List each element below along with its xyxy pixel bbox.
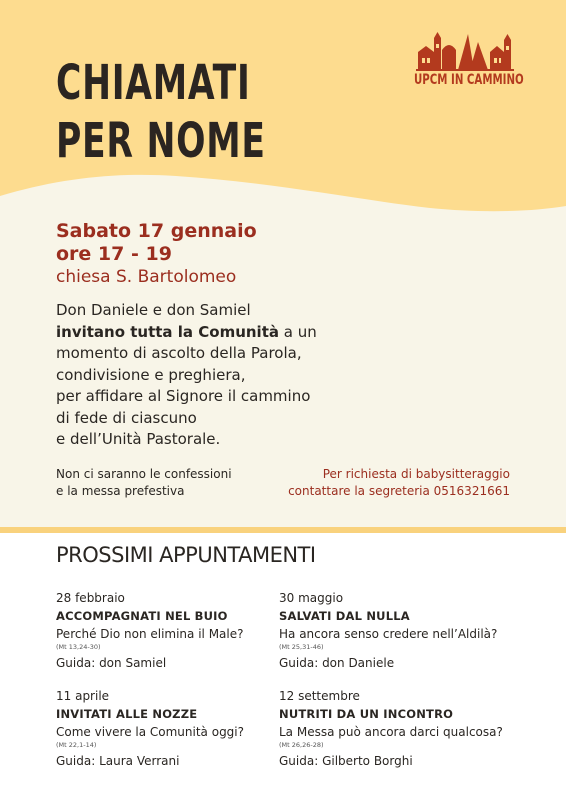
message-line: per affidare al Signore il cammino	[56, 387, 311, 405]
appointment-title: NUTRITI DA UN INCONTRO	[279, 707, 454, 721]
divider-band	[0, 527, 566, 533]
appointment-guide: Guida: Laura Verrani	[56, 754, 180, 768]
appointment-reference: (Mt 25,31-46)	[279, 643, 324, 651]
appointment-question: Come vivere la Comunità oggi?	[56, 725, 245, 739]
appointment-reference: (Mt 26,26-28)	[279, 741, 324, 749]
message-line: momento di ascolto della Parola,	[56, 344, 302, 362]
appointment-title: SALVATI DAL NULLA	[279, 609, 410, 623]
event-time: ore 17 - 19	[56, 243, 172, 265]
appointment-question: La Messa può ancora darci qualcosa?	[279, 725, 503, 739]
title-line-2: PER NOME	[56, 113, 266, 169]
church-skyline-icon	[414, 28, 518, 72]
message-line: e dell’Unità Pastorale.	[56, 430, 221, 448]
appointment-title: ACCOMPAGNATI NEL BUIO	[56, 609, 228, 623]
appointments-title: PROSSIMI APPUNTAMENTI	[56, 543, 316, 567]
title-line-1: CHIAMATI	[56, 55, 251, 111]
appointment-card	[279, 688, 509, 769]
appointment-card	[56, 590, 286, 671]
appointment-title: INVITATI ALLE NOZZE	[56, 707, 198, 721]
note-right-line: contattare la segreteria 0516321661	[288, 484, 510, 498]
appointment-date: 28 febbraio	[56, 591, 125, 605]
appointment-guide: Guida: don Daniele	[279, 656, 395, 670]
message-emphasis: invitano tutta la Comunità	[56, 322, 279, 341]
event-date: Sabato 17 gennaio	[56, 220, 257, 242]
message-line: Don Daniele e don Samiel	[56, 301, 251, 319]
note-confessions	[56, 466, 232, 500]
appointment-guide: Guida: don Samiel	[56, 656, 167, 670]
note-left-line: e la messa prefestiva	[56, 484, 185, 498]
note-babysitting	[288, 466, 510, 500]
appointment-date: 30 maggio	[279, 591, 344, 605]
message-line	[56, 322, 356, 344]
invitation-message	[56, 300, 356, 451]
event-info	[56, 220, 257, 288]
message-line-rest: a un	[279, 322, 317, 341]
note-left-line: Non ci saranno le confessioni	[56, 467, 232, 481]
upcm-logo	[414, 28, 524, 88]
logo-text: UPCM IN CAMMINO	[414, 72, 524, 88]
appointment-guide: Guida: Gilberto Borghi	[279, 754, 413, 768]
event-place: chiesa S. Bartolomeo	[56, 267, 237, 287]
message-line: condivisione e preghiera,	[56, 365, 246, 384]
poster-title	[56, 54, 266, 170]
appointment-reference: (Mt 22,1-14)	[56, 741, 97, 749]
appointment-date: 12 settembre	[279, 689, 360, 703]
appointment-date: 11 aprile	[56, 689, 110, 703]
appointment-reference: (Mt 13,24-30)	[56, 643, 101, 651]
appointment-card	[279, 590, 509, 671]
appointment-question: Ha ancora senso credere nell’Aldilà?	[279, 627, 498, 641]
appointment-question: Perché Dio non elimina il Male?	[56, 627, 244, 641]
message-line: di fede di ciascuno	[56, 408, 197, 427]
note-right-line: Per richiesta di babysitteraggio	[322, 467, 510, 481]
appointment-card	[56, 688, 286, 769]
